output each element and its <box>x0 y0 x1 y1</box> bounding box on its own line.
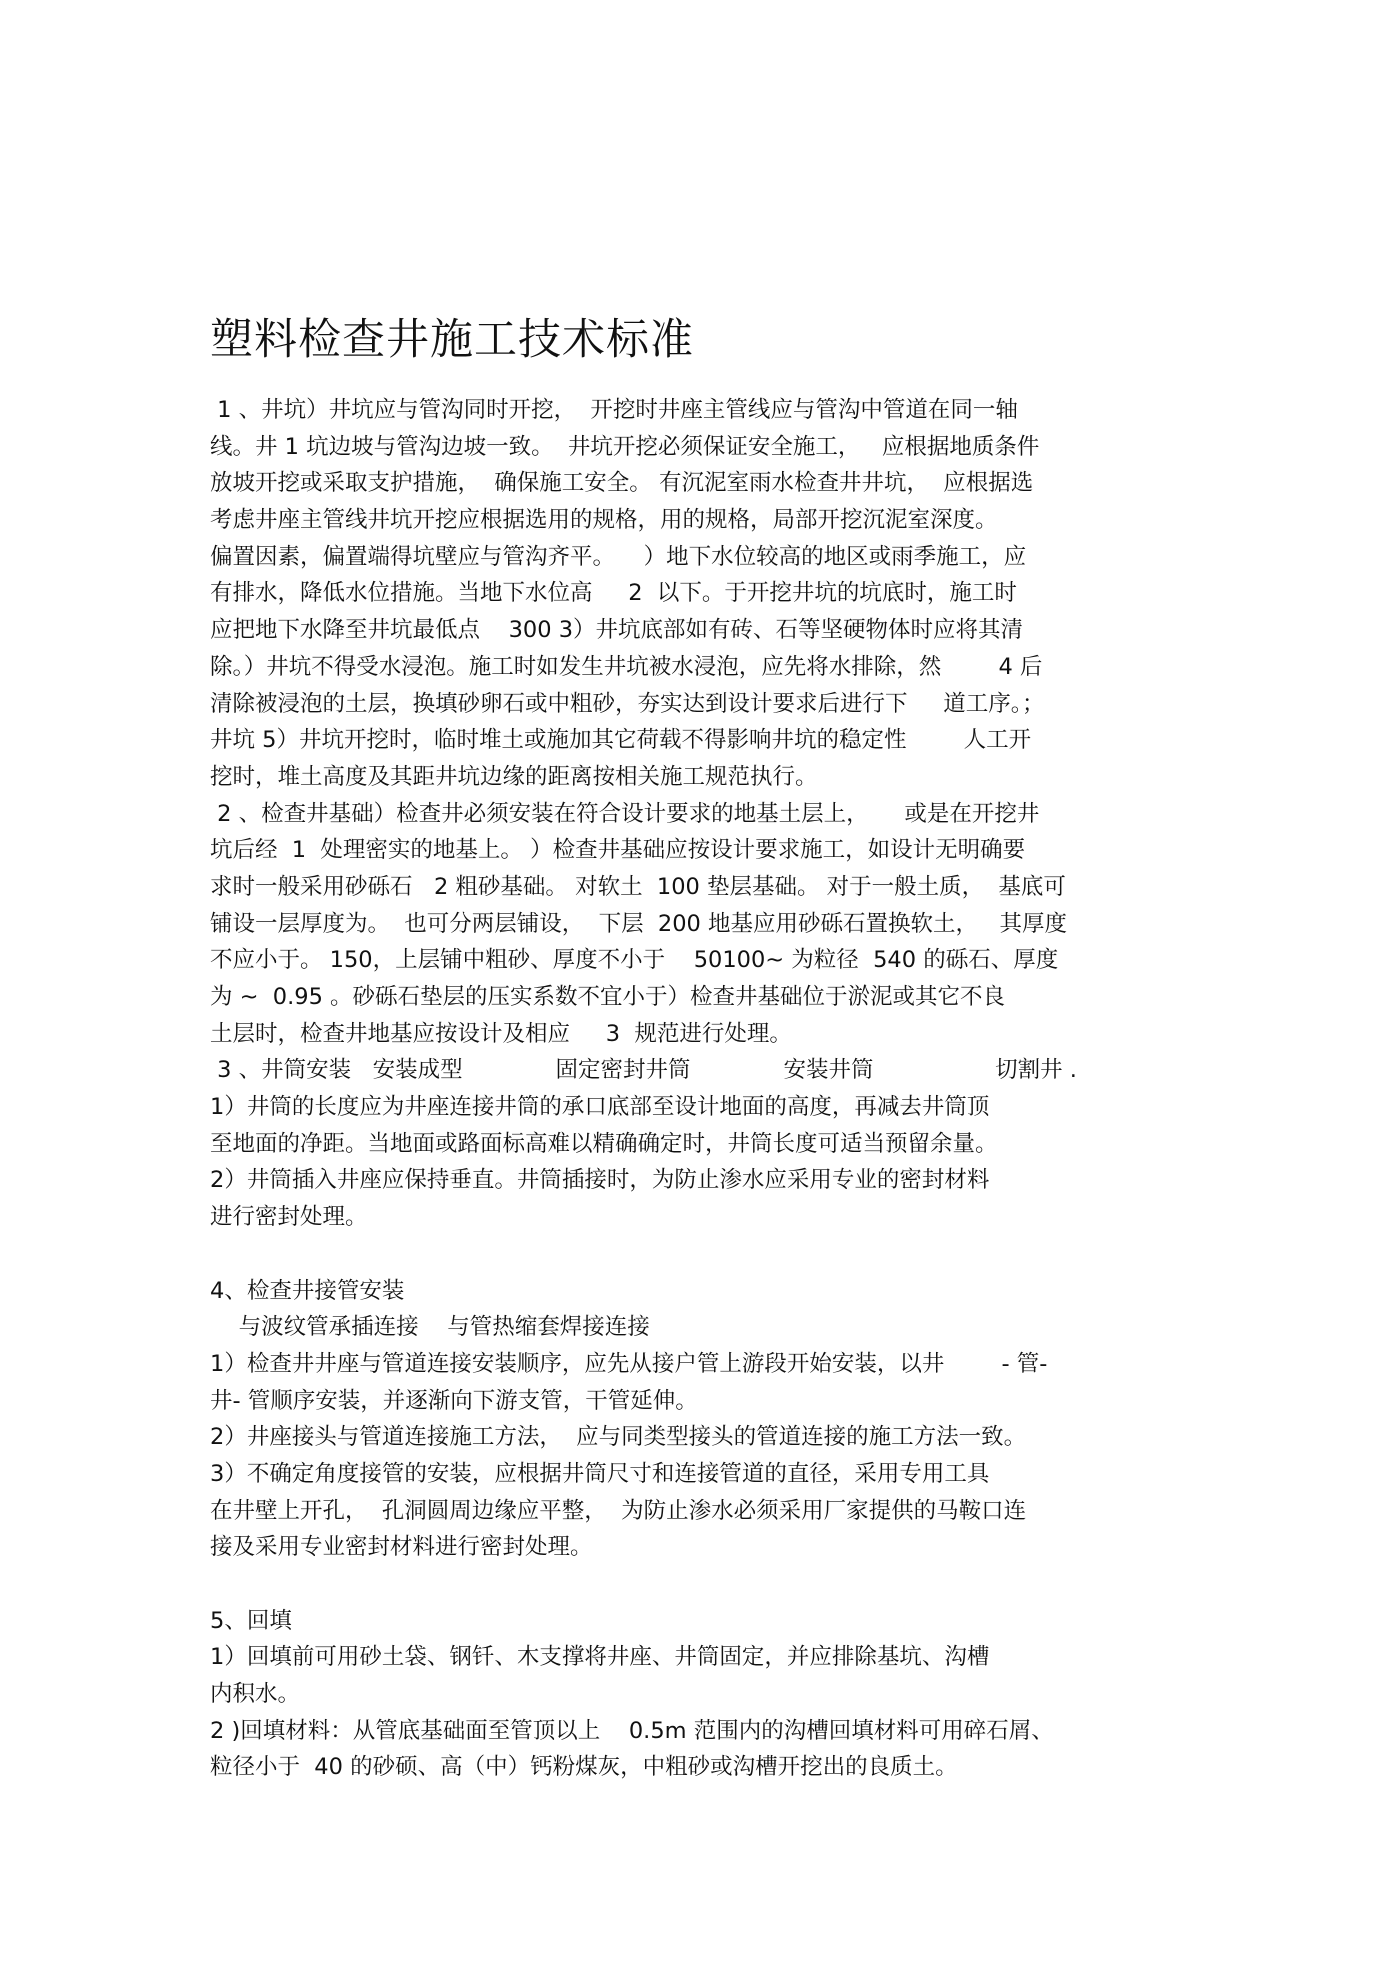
text-line: 不应小于。 150，上层铺中粗砂、厚度不小于 50100~ 为粒径 540 的砾石、厚度 <box>210 947 1059 974</box>
text-line: 2 )回填材料：从管底基础面至管顶以上 0.5m 范围内的沟槽回填材料可用碎石屑、 <box>210 1717 1054 1744</box>
text-line: 挖时，堆土高度及其距井坑边缘的距离按相关施工规范执行。 <box>210 763 818 790</box>
text-line: 求时一般采用砂砾石 2 粗砂基础。 对软土 100 垫层基础。 对于一般土质， 基底可 <box>210 873 1066 900</box>
text-line: 有排水，降低水位措施。当地下水位高 2 以下。于开挖井坑的坑底时，施工时 <box>210 580 1017 607</box>
text-line: 内积水。 <box>210 1681 301 1708</box>
text-line: 井坑 5）井坑开挖时，临时堆土或施加其它荷载不得影响井坑的稳定性 人工开 <box>210 727 1032 754</box>
text-line: 土层时，检查井地基应按设计及相应 3 规范进行处理。 <box>210 1020 792 1047</box>
text-line: 粒径小于 40 的砂硕、高（中）钙粉煤灰，中粗砂或沟槽开挖出的良质土。 <box>210 1754 958 1781</box>
text-line: 3 、井筒安装 安装成型 固定密封井筒 安装井筒 切割井 . <box>210 1057 1077 1084</box>
text-line: 4、检查井接管安装 <box>210 1277 405 1304</box>
text-line: 清除被浸泡的土层，换填砂卵石或中粗砂，夯实达到设计要求后进行下 道工序。； <box>210 690 1045 717</box>
blank-line <box>210 1566 1210 1603</box>
text-line: 1）回填前可用砂土袋、钢钎、木支撑将井座、井筒固定，并应排除基坑、沟槽 <box>210 1644 990 1671</box>
text-line: 在井壁上开孔， 孔洞圆周边缘应平整， 为防止渗水必须采用厂家提供的马鞍口连 <box>210 1497 1027 1524</box>
text-line: 1）井筒的长度应为井座连接井筒的承口底部至设计地面的高度，再减去井筒顶 <box>210 1094 990 1121</box>
text-line: 2）井筒插入井座应保持垂直。井筒插接时，为防止渗水应采用专业的密封材料 <box>210 1167 990 1194</box>
text-line: 应把地下水降至井坑最低点 300 3）井坑底部如有砖、石等坚硬物体时应将其清 <box>210 617 1024 644</box>
text-line: 1 、井坑）井坑应与管沟同时开挖， 开挖时井座主管线应与管沟中管道在同一轴 <box>210 397 1018 423</box>
text-line: 除。）井坑不得受水浸泡。施工时如发生井坑被水浸泡，应先将水排除，然 4 后 <box>210 653 1043 680</box>
text-line: 线。井 1 坑边坡与管沟边坡一致。 井坑开挖必须保证安全施工， 应根据地质条件 <box>210 433 1040 460</box>
text-line: 接及采用专业密封材料进行密封处理。 <box>210 1534 593 1561</box>
text-line: 放坡开挖或采取支护措施， 确保施工安全。 有沉泥室雨水检查井井坑， 应根据选 <box>210 470 1034 497</box>
text-line: 考虑井座主管线井坑开挖应根据选用的规格，用的规格，局部开挖沉泥室深度。 <box>210 507 998 534</box>
text-line: 至地面的净距。当地面或路面标高难以精确确定时，井筒长度可适当预留余量。 <box>210 1130 998 1157</box>
document-title: 塑料检查井施工技术标准 <box>210 315 694 365</box>
blank-line <box>210 1236 1210 1273</box>
text-line: 2 、检查井基础）检查井必须安装在符合设计要求的地基土层上， 或是在开挖井 <box>210 800 1040 827</box>
text-line: 铺设一层厚度为。 也可分两层铺设， 下层 200 地基应用砂砾石置换软土， 其厚度 <box>210 910 1067 937</box>
text-line: 为 ~ 0.95 。砂砾石垫层的压实系数不宜小于）检查井基础位于淤泥或其它不良 <box>210 984 1006 1010</box>
text-line: 偏置因素，偏置端得坑壁应与管沟齐平。 ）地下水位较高的地区或雨季施工，应 <box>210 543 1027 570</box>
text-line: 坑后经 1 处理密实的地基上。 ）检查井基础应按设计要求施工，如设计无明确要 <box>210 837 1026 864</box>
text-line: 进行密封处理。 <box>210 1204 368 1231</box>
text-line: 2）井座接头与管道连接施工方法， 应与同类型接头的管道连接的施工方法一致。 <box>210 1424 1027 1451</box>
text-line: 与波纹管承插连接 与管热缩套焊接连接 <box>210 1314 650 1341</box>
text-line: 5、回填 <box>210 1607 292 1634</box>
document-body <box>210 392 1210 1786</box>
text-line: 3）不确定角度接管的安装，应根据井筒尺寸和连接管道的直径，采用专用工具 <box>210 1460 990 1487</box>
text-line: 1）检查井井座与管道连接安装顺序，应先从接户管上游段开始安装，以井 - 管- <box>210 1350 1048 1377</box>
text-line: 井- 管顺序安装，并逐渐向下游支管，干管延伸。 <box>210 1387 698 1414</box>
